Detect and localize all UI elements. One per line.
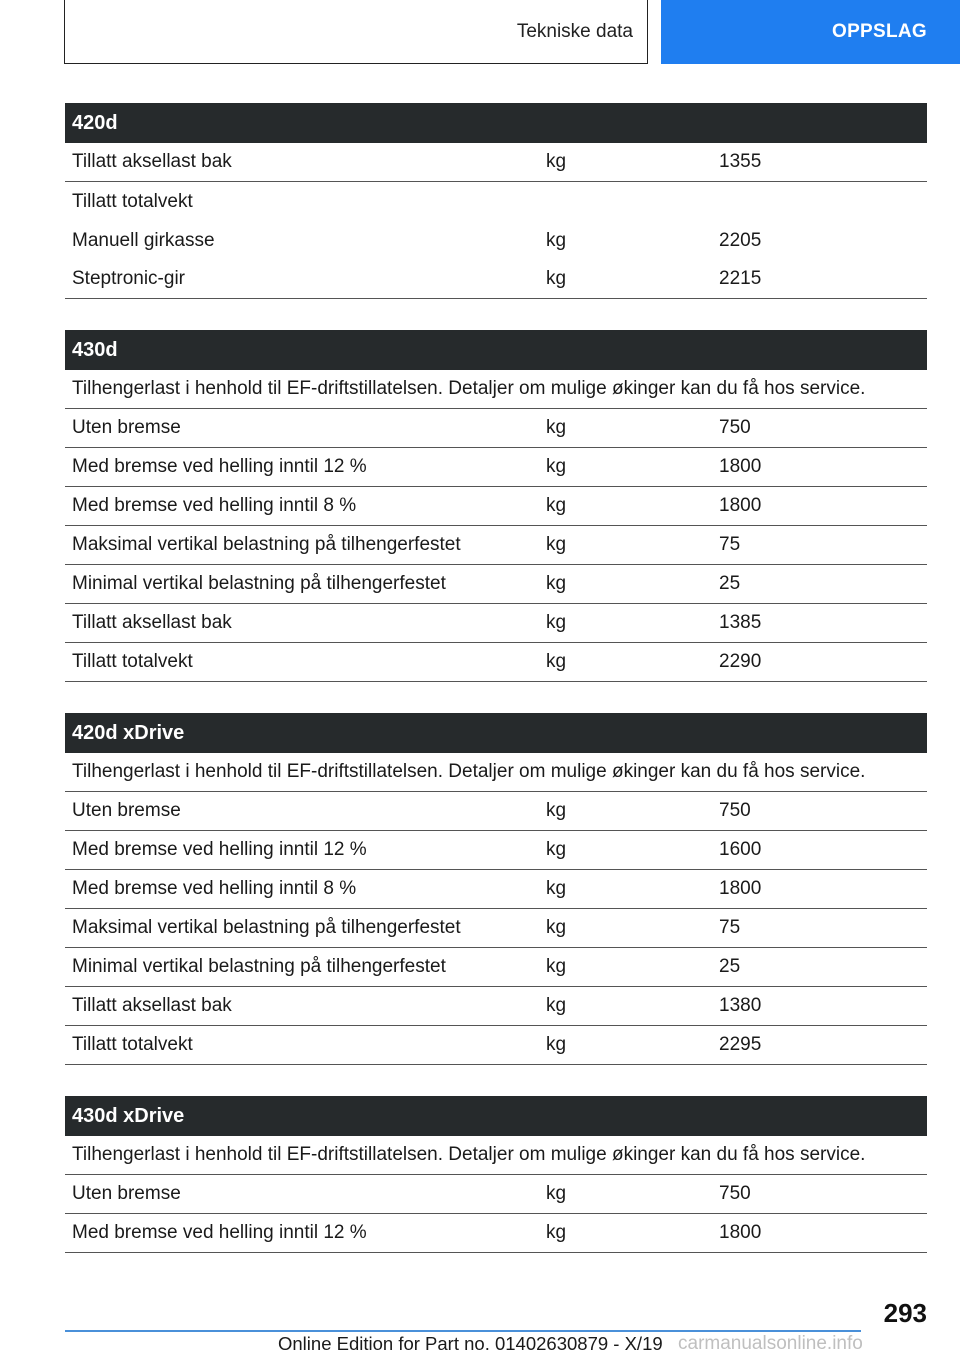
row-value: 25 (719, 573, 741, 594)
row-unit: kg (546, 495, 567, 516)
table-row (65, 1214, 927, 1253)
table-row (65, 565, 927, 604)
table-row (65, 948, 927, 987)
row-unit: kg (546, 800, 567, 821)
section-title: Tekniske data (516, 20, 633, 42)
watermark: carmanualsonline.info (678, 1333, 863, 1354)
row-value: 750 (719, 417, 751, 438)
row-label: Med bremse ved helling inntil 12 % (72, 839, 367, 860)
table-title: 420d xDrive (65, 713, 927, 753)
footer-divider (65, 1330, 861, 1332)
chapter-tab[interactable] (661, 0, 960, 64)
table-note: Tilhengerlast i henhold til EF-driftstillatelsen. Detaljer om mulige økinger kan du få hos service. (72, 761, 866, 782)
row-label: Tillatt aksellast bak (72, 995, 232, 1016)
table-row (65, 260, 927, 299)
table-row (65, 987, 927, 1026)
table-row (65, 1175, 927, 1214)
row-label: Minimal vertikal belastning på tilhengerfestet (72, 956, 446, 977)
row-value: 750 (719, 1183, 751, 1204)
table-title: 430d xDrive (65, 1096, 927, 1136)
row-unit: kg (546, 151, 567, 172)
row-label: Uten bremse (72, 417, 181, 438)
row-label: Tillatt totalvekt (72, 1034, 193, 1055)
table-row (65, 1026, 927, 1065)
row-label: Tillatt aksellast bak (72, 612, 232, 633)
row-value: 1355 (719, 151, 762, 172)
table-note-row (65, 753, 927, 792)
row-unit: kg (546, 995, 567, 1016)
row-value: 75 (719, 534, 741, 555)
row-unit: kg (546, 612, 567, 633)
row-label: Maksimal vertikal belastning på tilhengerfestet (72, 534, 461, 555)
row-unit: kg (546, 573, 567, 594)
row-label: Maksimal vertikal belastning på tilhengerfestet (72, 917, 461, 938)
row-label: Uten bremse (72, 1183, 181, 1204)
table-row (65, 643, 927, 682)
row-value: 2290 (719, 651, 762, 672)
table-row (65, 870, 927, 909)
row-unit: kg (546, 456, 567, 477)
row-label: Med bremse ved helling inntil 8 % (72, 878, 357, 899)
section-header (64, 0, 648, 64)
row-unit: kg (546, 1222, 567, 1243)
row-label: Tillatt totalvekt (72, 651, 193, 672)
table-row (65, 448, 927, 487)
row-label: Manuell girkasse (72, 229, 215, 251)
table-row (65, 909, 927, 948)
row-value: 1385 (719, 612, 762, 633)
spec-table (65, 1096, 927, 1253)
spec-table (65, 330, 927, 682)
row-unit: kg (546, 956, 567, 977)
row-unit: kg (546, 417, 567, 438)
table-row (65, 792, 927, 831)
page-number: 293 (883, 1298, 927, 1328)
table-row (65, 604, 927, 643)
row-value: 750 (719, 800, 751, 821)
row-value: 2295 (719, 1034, 762, 1055)
row-value: 2205 (719, 229, 762, 251)
row-unit: kg (546, 1183, 567, 1204)
row-label: Minimal vertikal belastning på tilhengerfestet (72, 573, 446, 594)
row-unit: kg (546, 878, 567, 899)
spec-table (65, 103, 927, 299)
row-unit: kg (546, 917, 567, 938)
row-value: 2215 (719, 268, 762, 289)
row-value: 1380 (719, 995, 762, 1016)
row-value: 1600 (719, 839, 762, 860)
row-label: Med bremse ved helling inntil 12 % (72, 1222, 367, 1243)
row-unit: kg (546, 1034, 567, 1055)
edition-text: Online Edition for Part no. 01402630879 - X/19 (278, 1333, 663, 1354)
table-title: 430d (65, 330, 927, 370)
row-unit: kg (546, 534, 567, 555)
table-title: 420d (65, 103, 927, 143)
spec-tables (65, 103, 927, 1284)
table-note-row (65, 370, 927, 409)
row-value: 1800 (719, 878, 762, 899)
table-row (65, 487, 927, 526)
table-row (65, 831, 927, 870)
table-row (65, 221, 927, 260)
row-unit: kg (546, 651, 567, 672)
row-label: Tillatt totalvekt (72, 190, 193, 212)
row-label: Tillatt aksellast bak (72, 151, 232, 172)
row-value: 75 (719, 917, 741, 938)
row-value: 1800 (719, 456, 762, 477)
table-note-row (65, 1136, 927, 1175)
row-value: 25 (719, 956, 741, 977)
row-value: 1800 (719, 1222, 762, 1243)
table-row (65, 409, 927, 448)
row-label: Uten bremse (72, 800, 181, 821)
table-note: Tilhengerlast i henhold til EF-driftstillatelsen. Detaljer om mulige økinger kan du få hos service. (72, 378, 866, 399)
table-row (65, 526, 927, 565)
table-row (65, 182, 927, 221)
spec-table (65, 713, 927, 1065)
row-unit: kg (546, 839, 567, 860)
row-unit: kg (546, 268, 567, 289)
row-label: Med bremse ved helling inntil 12 % (72, 456, 367, 477)
table-note: Tilhengerlast i henhold til EF-driftstillatelsen. Detaljer om mulige økinger kan du få hos service. (72, 1144, 866, 1165)
row-label: Steptronic-gir (72, 268, 185, 289)
row-label: Med bremse ved helling inntil 8 % (72, 495, 357, 516)
chapter-label: OPPSLAG (831, 21, 927, 42)
row-value: 1800 (719, 495, 762, 516)
table-row (65, 143, 927, 182)
row-unit: kg (546, 229, 567, 251)
